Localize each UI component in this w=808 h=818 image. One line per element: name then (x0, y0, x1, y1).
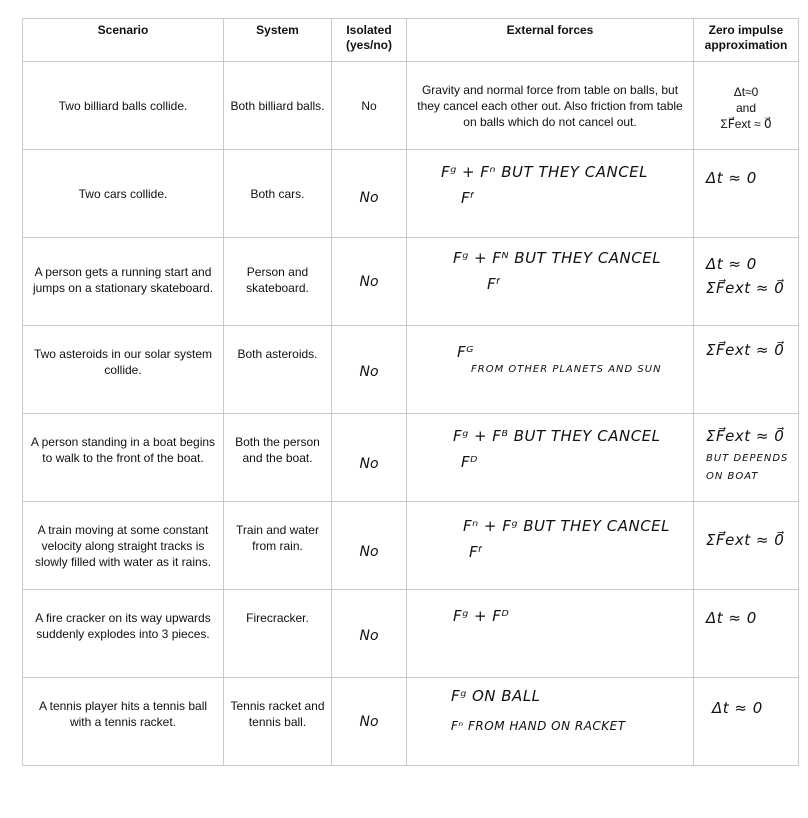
table-row (23, 326, 799, 414)
table-row (23, 62, 799, 150)
scenario-cell: A person standing in a boat begins to walk to the front of the boat. (23, 414, 224, 502)
isolated-cell: No (332, 62, 407, 150)
isolated-cell: No (332, 150, 407, 238)
impulse-line3: ΣF⃗ext ≈ 0⃗ (720, 117, 772, 131)
zero-impulse-cell (694, 326, 799, 414)
external-line1: Fᵍ + Fᴰ (453, 607, 510, 625)
isolated-cell: No (332, 590, 407, 678)
isolated-cell: No (332, 502, 407, 590)
zero-impulse-cell (694, 678, 799, 766)
scenario-cell: Two cars collide. (23, 150, 224, 238)
table-row (23, 502, 799, 590)
zero-impulse-cell (694, 414, 799, 502)
external-line1: Fⁿ + Fᵍ BUT THEY CANCEL (463, 517, 671, 535)
zero-impulse-cell (694, 62, 799, 150)
isolated-cell: No (332, 326, 407, 414)
external-line2 (411, 624, 689, 634)
external-line1: Fᵍ + Fⁿ BUT THEY CANCEL (441, 163, 649, 181)
isolated-cell: No (332, 238, 407, 326)
table-row (23, 150, 799, 238)
system-cell: Both cars. (224, 150, 332, 238)
system-cell: Train and water from rain. (224, 502, 332, 590)
external-forces-cell (407, 502, 694, 590)
external-forces-cell (407, 326, 694, 414)
impulse-line2: ΣF⃗ext ≈ 0⃗ (706, 279, 785, 297)
scenario-cell: A tennis player hits a tennis ball with a tennis racket. (23, 678, 224, 766)
header-scenario: Scenario (23, 19, 224, 62)
external-line2: Fᶠ (461, 189, 476, 207)
external-line2: Fᴰ (461, 453, 478, 471)
external-line1: Fᴳ (457, 343, 474, 361)
zero-impulse-cell (694, 238, 799, 326)
impulse-line1: Δt ≈ 0 (706, 169, 757, 187)
worksheet (22, 18, 799, 766)
zero-impulse-cell (694, 590, 799, 678)
impulse-line1: ΣF⃗ext ≈ 0⃗ (706, 427, 785, 445)
momentum-table (22, 18, 799, 766)
external-forces-cell (407, 590, 694, 678)
impulse-line1: ΣF⃗ext ≈ 0⃗ (706, 531, 785, 549)
external-line2: Fᶠ (487, 275, 502, 293)
impulse-line2 (698, 626, 794, 634)
external-forces-cell: Gravity and normal force from table on balls, but they cancel each other out. Also friction from table on balls which do not cancel out. (407, 62, 694, 150)
scenario-cell: A person gets a running start and jumps on a stationary skateboard. (23, 238, 224, 326)
external-line2: FROM OTHER PLANETS AND SUN (471, 364, 662, 375)
external-line2: Fⁿ FROM HAND ON RACKET (451, 719, 626, 733)
system-cell: Both asteroids. (224, 326, 332, 414)
impulse-line2 (698, 358, 794, 366)
external-line1: Fᵍ ON BALL (451, 687, 541, 705)
zero-impulse-cell (694, 150, 799, 238)
impulse-line2 (698, 716, 794, 724)
header-row (23, 19, 799, 62)
table-row (23, 414, 799, 502)
impulse-line1: Δt ≈ 0 (706, 609, 757, 627)
external-line1: Fᵍ + Fᴮ BUT THEY CANCEL (453, 427, 661, 445)
scenario-cell: A fire cracker on its way upwards suddenly explodes into 3 pieces. (23, 590, 224, 678)
external-forces-cell (407, 414, 694, 502)
external-forces-cell (407, 238, 694, 326)
scenario-cell: A train moving at some constant velocity along straight tracks is slowly filled with water as it rains. (23, 502, 224, 590)
system-cell: Tennis racket and tennis ball. (224, 678, 332, 766)
external-forces-cell (407, 678, 694, 766)
impulse-line2: and (735, 101, 757, 115)
impulse-line2 (698, 548, 794, 556)
system-cell: Firecracker. (224, 590, 332, 678)
header-external-forces: External forces (407, 19, 694, 62)
scenario-cell: Two asteroids in our solar system collide. (23, 326, 224, 414)
isolated-cell: No (332, 678, 407, 766)
table-row (23, 238, 799, 326)
header-zero-impulse: Zero impulse approximation (694, 19, 799, 62)
impulse-line1: ΣF⃗ext ≈ 0⃗ (706, 341, 785, 359)
external-line2: Fᶠ (469, 543, 484, 561)
impulse-line2: BUT DEPENDS ON BOAT (706, 453, 789, 482)
header-isolated: Isolated (yes/no) (332, 19, 407, 62)
impulse-line1: Δt≈0 (733, 85, 759, 99)
system-cell: Person and skateboard. (224, 238, 332, 326)
impulse-line1: Δt ≈ 0 (712, 699, 763, 717)
zero-impulse-cell (694, 502, 799, 590)
impulse-line1: Δt ≈ 0 (706, 255, 757, 273)
system-cell: Both billiard balls. (224, 62, 332, 150)
external-forces-cell (407, 150, 694, 238)
scenario-cell: Two billiard balls collide. (23, 62, 224, 150)
header-system: System (224, 19, 332, 62)
isolated-cell: No (332, 414, 407, 502)
table-row (23, 590, 799, 678)
impulse-line2 (698, 186, 794, 194)
table-row (23, 678, 799, 766)
external-line1: Fᵍ + Fᴺ BUT THEY CANCEL (453, 249, 662, 267)
system-cell: Both the person and the boat. (224, 414, 332, 502)
